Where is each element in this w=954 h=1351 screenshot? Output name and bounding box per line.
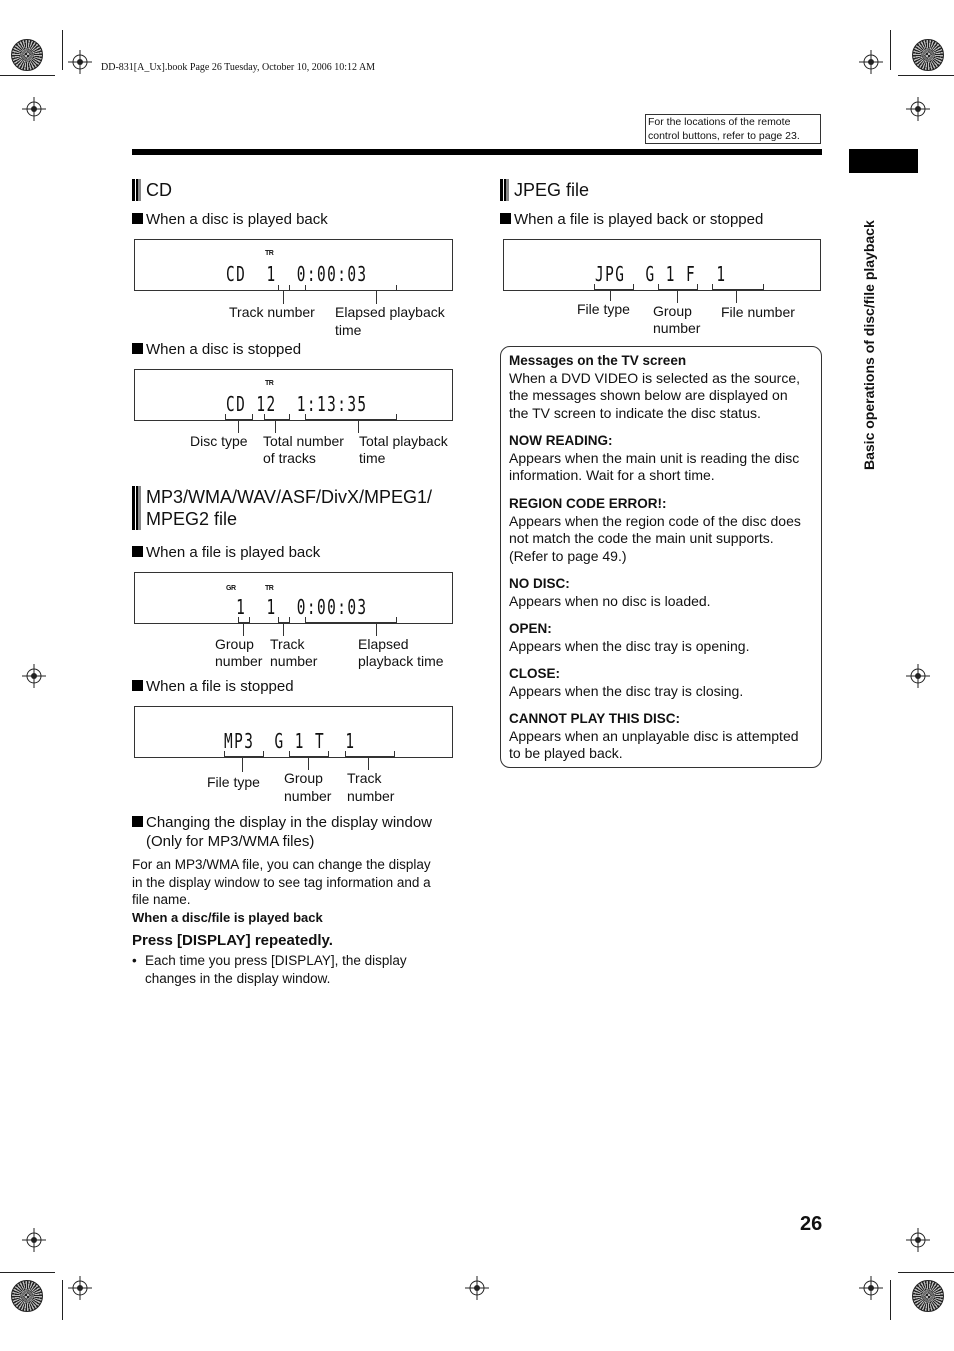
registration-crosshair-icon <box>906 664 930 688</box>
group-number-label: number <box>284 788 332 804</box>
lcd-readout: MP3 G 1 T 1 <box>224 729 356 753</box>
registration-crosshair-icon <box>906 97 930 121</box>
file-number-label: File number <box>721 304 795 320</box>
jpeg-heading-text: JPEG file <box>514 180 590 200</box>
bracket <box>224 751 264 757</box>
cd-heading <box>146 179 172 201</box>
crop-mark <box>898 75 954 76</box>
chapter-tab <box>849 149 918 173</box>
leader-line <box>238 419 239 433</box>
crop-mark <box>62 30 63 70</box>
leader-line <box>610 289 611 301</box>
bracket <box>712 284 764 290</box>
disc-type-label: Disc type <box>190 433 248 449</box>
lcd-readout: 1 1 0:00:03 <box>226 595 368 619</box>
track-number-label: number <box>270 653 318 669</box>
remote-note-line: control buttons, refer to page 23. <box>648 130 800 142</box>
leader-line <box>275 419 276 433</box>
bullet-note: • Each time you press [DISPLAY], the display changes in the display window. <box>132 953 407 986</box>
message-item: CANNOT PLAY THIS DISC: Appears when an unplayable disc is attempted to be played back. <box>509 711 799 761</box>
crop-mark <box>890 30 891 70</box>
total-time-label: time <box>359 450 386 466</box>
jpeg-heading <box>514 179 589 201</box>
heading-bar-icon <box>132 486 141 530</box>
group-number-label: Group <box>284 770 323 786</box>
tr-indicator: TR <box>265 250 274 257</box>
leader-line <box>283 290 284 304</box>
file-type-label: File type <box>207 774 260 790</box>
jpeg-subheading: When a file is played back or stopped <box>500 211 763 228</box>
leader-line <box>242 756 243 772</box>
leader-line <box>283 622 284 636</box>
changing-display-subheading: Changing the display in the display window (Only for MP3/WMA files) <box>132 813 462 851</box>
registration-crosshair-icon <box>859 50 883 74</box>
changing-display-body: For an MP3/WMA file, you can change the display in the display window to see tag information and a file name. <box>132 857 431 907</box>
bracket <box>238 617 250 623</box>
crop-mark <box>0 1272 55 1273</box>
track-number-label: Track number <box>229 304 315 320</box>
bracket <box>289 751 329 757</box>
bracket <box>305 285 397 291</box>
track-number-label: number <box>347 788 395 804</box>
registration-crosshair-icon <box>68 50 92 74</box>
condition-text: When a disc/file is played back <box>132 910 323 925</box>
gr-indicator: GR <box>226 585 236 592</box>
registration-crosshair-icon <box>22 1228 46 1252</box>
registration-crosshair-icon <box>906 1228 930 1252</box>
leader-line <box>736 289 737 303</box>
group-number-label: number <box>215 653 263 669</box>
bracket <box>594 284 634 290</box>
elapsed-label: time <box>335 322 362 338</box>
elapsed-label: Elapsed <box>358 636 409 652</box>
leader-line <box>376 290 377 304</box>
total-tracks-label: Total number <box>263 433 344 449</box>
total-tracks-label: of tracks <box>263 450 316 466</box>
leader-line <box>308 756 309 770</box>
message-item: OPEN: Appears when the disc tray is opening. <box>509 621 750 654</box>
group-number-label: Group <box>215 636 254 652</box>
bracket <box>264 414 290 420</box>
heading-bar-icon <box>132 179 141 201</box>
bracket <box>658 284 698 290</box>
mp3-played-display <box>134 572 453 624</box>
total-time-label: Total playback <box>359 433 448 449</box>
leader-line <box>243 622 244 636</box>
registration-rosette-bottom-left <box>11 1280 43 1312</box>
crop-mark <box>62 1280 63 1320</box>
mp3-heading-line: MP3/WMA/WAV/ASF/DivX/MPEG1/ <box>146 487 433 507</box>
track-number-label: Track <box>270 636 305 652</box>
lcd-readout: JPG G 1 F 1 <box>595 262 727 286</box>
registration-crosshair-icon <box>465 1276 489 1300</box>
crop-mark <box>0 75 55 76</box>
cd-played-subheading: When a disc is played back <box>132 211 328 228</box>
bracket <box>278 617 290 623</box>
leader-line <box>677 289 678 303</box>
step-text: Press [DISPLAY] repeatedly. <box>132 932 333 949</box>
group-number-label: Group <box>653 303 692 319</box>
tr-indicator: TR <box>265 380 274 387</box>
registration-crosshair-icon <box>22 97 46 121</box>
page-number: 26 <box>800 1213 823 1235</box>
leader-line <box>376 622 377 636</box>
square-bullet-icon <box>132 213 143 224</box>
registration-rosette-top-left <box>11 39 43 71</box>
file-type-label: File type <box>577 301 630 317</box>
cd-stopped-subheading: When a disc is stopped <box>132 341 301 358</box>
square-bullet-icon <box>132 680 143 691</box>
square-bullet-icon <box>132 816 143 827</box>
book-header-line: DD-831[A_Ux].book Page 26 Tuesday, October 10, 2006 10:12 AM <box>101 62 376 73</box>
cd-stopped-display <box>134 369 453 421</box>
crop-mark <box>898 1272 954 1273</box>
registration-crosshair-icon <box>859 1276 883 1300</box>
bracket <box>305 414 397 420</box>
remote-note-line: For the locations of the remote <box>648 116 791 128</box>
message-item: NO DISC: Appears when no disc is loaded. <box>509 576 711 609</box>
registration-crosshair-icon <box>22 664 46 688</box>
bracket <box>225 414 253 420</box>
bracket <box>278 285 290 291</box>
messages-title: Messages on the TV screen When a DVD VIDEO is selected as the source, the messages shown below are displayed on the TV screen to indicate the disc status. <box>509 353 801 421</box>
registration-rosette-top-right <box>912 39 944 71</box>
top-rule <box>132 149 822 155</box>
elapsed-label: playback time <box>358 653 444 669</box>
crop-mark <box>890 1280 891 1320</box>
square-bullet-icon <box>132 343 143 354</box>
bracket <box>305 617 397 623</box>
heading-bar-icon <box>500 179 509 201</box>
message-item: CLOSE: Appears when the disc tray is closing. <box>509 666 744 699</box>
cd-played-display <box>134 239 453 291</box>
leader-line <box>358 419 359 433</box>
track-number-label: Track <box>347 770 382 786</box>
mp3-heading <box>146 486 466 530</box>
mp3-played-subheading: When a file is played back <box>132 544 320 561</box>
tr-indicator: TR <box>265 585 274 592</box>
cd-heading-text: CD <box>146 180 172 200</box>
group-number-label: number <box>653 320 701 336</box>
remote-note-box <box>645 114 821 144</box>
message-item: REGION CODE ERROR!: Appears when the region code of the disc does not match the code the main unit supports. (Refer to page 49.) <box>509 496 801 564</box>
square-bullet-icon <box>500 213 511 224</box>
lcd-readout: CD 12 1:13:35 <box>226 392 368 416</box>
side-chapter-title: Basic operations of disc/file playback <box>861 220 877 470</box>
lcd-readout: CD 1 0:00:03 <box>226 262 368 286</box>
bullet-dot-icon: • <box>132 953 137 968</box>
leader-line <box>368 756 369 770</box>
mp3-stopped-subheading: When a file is stopped <box>132 678 294 695</box>
message-item: NOW READING: Appears when the main unit is reading the disc information. Wait for a short time. <box>509 433 800 483</box>
square-bullet-icon <box>132 546 143 557</box>
registration-rosette-bottom-right <box>912 1280 944 1312</box>
registration-crosshair-icon <box>68 1276 92 1300</box>
mp3-heading-line: MPEG2 file <box>146 509 238 529</box>
bracket <box>345 751 395 757</box>
elapsed-label: Elapsed playback <box>335 304 445 320</box>
